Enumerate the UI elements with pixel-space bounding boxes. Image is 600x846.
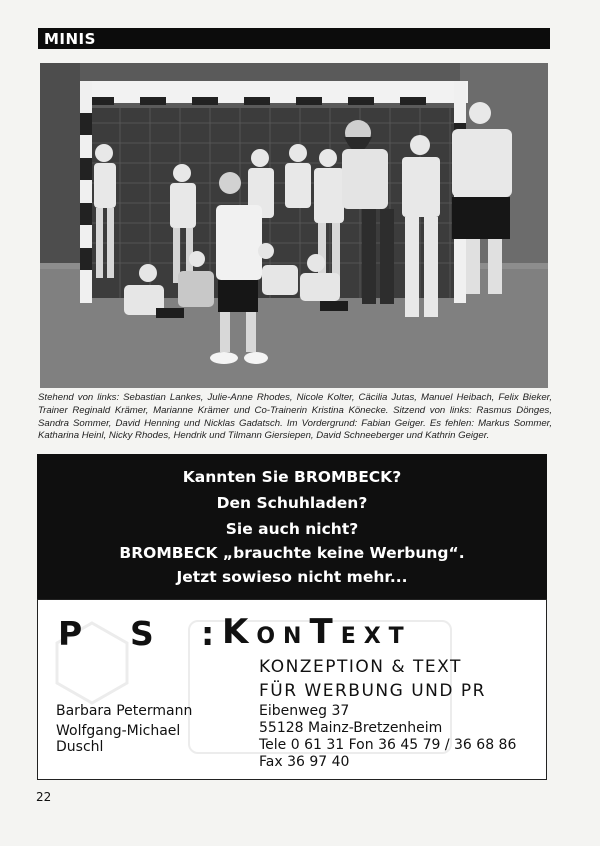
- contact-name-3: Duschl: [56, 739, 104, 755]
- ps-letter-p: P: [58, 614, 83, 653]
- ad-headline-line-3: Sie auch nicht?: [225, 520, 359, 538]
- ad-headline-line-5: Jetzt sowieso nicht mehr...: [176, 568, 408, 586]
- page-number: 22: [36, 790, 52, 804]
- tagline-line-2: FÜR WERBUNG UND PR: [259, 681, 486, 701]
- brand-k: K: [222, 612, 257, 652]
- contact-name-2: Wolfgang-Michael: [56, 723, 181, 739]
- kontext-brand: [222, 612, 532, 652]
- brand-t: T: [309, 612, 341, 652]
- brand-ext: EXT: [340, 624, 412, 649]
- section-title: MINIS: [44, 30, 96, 48]
- ps-colon: :: [201, 614, 215, 653]
- ps-letter-s: S: [130, 614, 154, 653]
- ad-headline-line-2: Den Schuhladen?: [216, 494, 368, 512]
- photo-caption: Stehend von links: Sebastian Lankes, Julie-Anne Rhodes, Nicole Kolter, Cäcilia Jutas, Manuel Heibach, Felix Bieker, Trainer Reginald Krämer, Marianne Krämer und Co-Trainerin Kristina Könecke. Sitzend von links: Rasmus Dönges, Sandra Sommer, David Henning und Nicklas Gadatsch. Im Vordergrund: Fabian Geiger. Es fehlen: Markus Sommer, Katharina Heinl, Nicky Rhodes, Hendrik und Tilmann Giersiepen, David Schneeberger und Kathrin Geiger.: [38, 392, 552, 442]
- address-phone: Tele 0 61 31 Fon 36 45 79 / 36 68 86: [259, 737, 517, 753]
- ad-headline-line-4: BROMBECK „brauchte keine Werbung“.: [119, 544, 465, 562]
- ad-headline-block: [37, 454, 547, 599]
- section-header-bar: [38, 28, 550, 49]
- address-city: 55128 Mainz-Bretzenheim: [259, 720, 443, 736]
- address-fax: Fax 36 97 40: [259, 754, 350, 770]
- team-photo: [40, 63, 548, 388]
- ad-headline-line-1: Kannten Sie BROMBECK?: [182, 468, 402, 486]
- address-street: Eibenweg 37: [259, 703, 350, 719]
- contact-name-1: Barbara Petermann: [56, 703, 193, 719]
- tagline-line-1: KONZEPTION & TEXT: [259, 657, 462, 677]
- brand-on: ON: [256, 624, 310, 649]
- team-photo-illustration: [40, 63, 548, 388]
